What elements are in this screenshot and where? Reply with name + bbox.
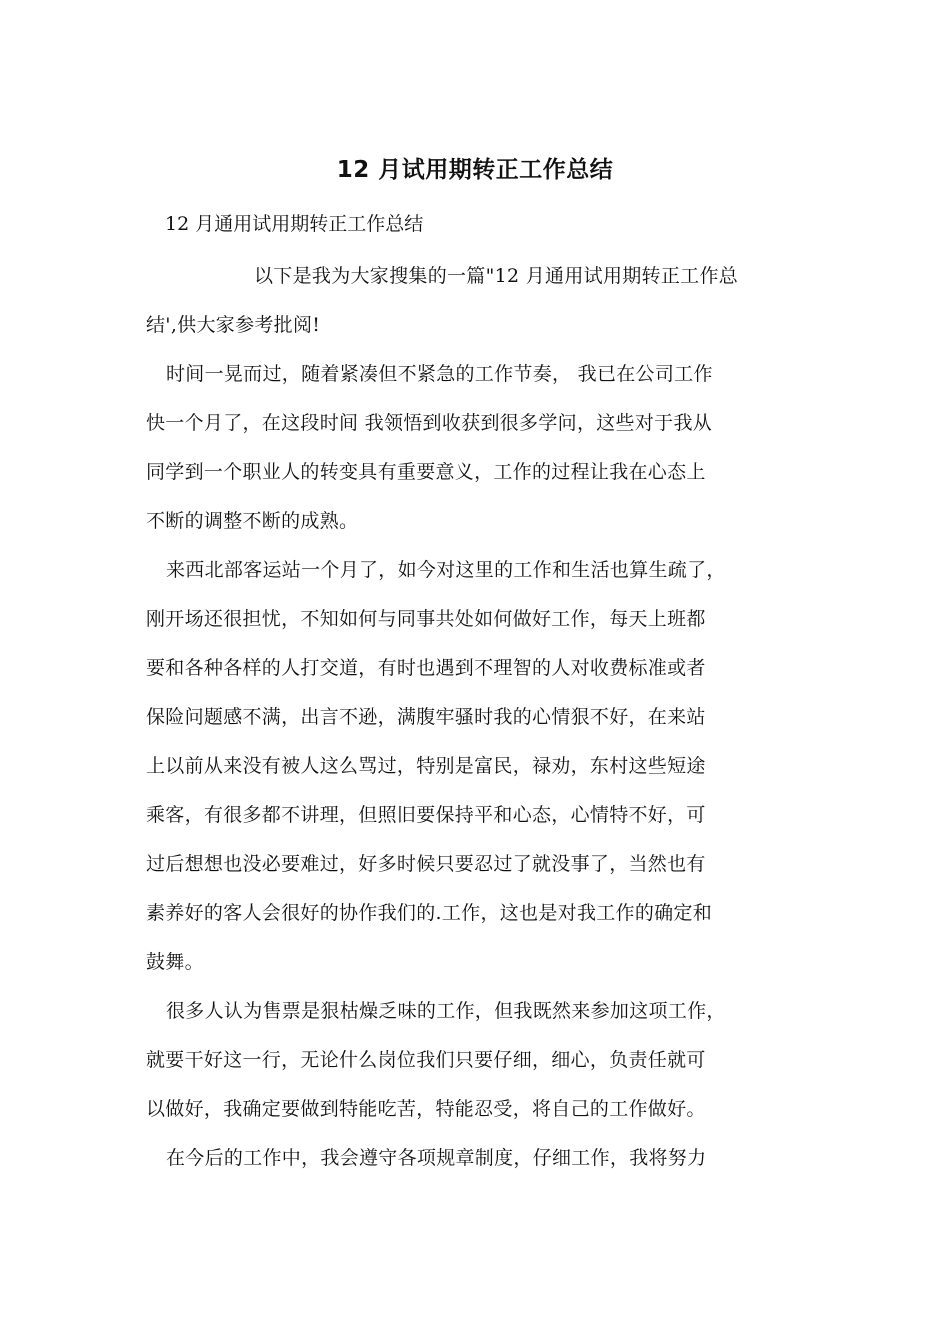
- text-line: 保险问题感不满，出言不逊，满腹牢骚时我的心情狠不好，在来站: [146, 706, 706, 728]
- text-line: 快一个月了，在这段时间 我领悟到收获到很多学问，这些对于我从: [146, 412, 713, 434]
- text-line: 鼓舞。: [146, 951, 204, 973]
- text-line: 以下是我为大家搜集的一篇"12 月通用试用期转正工作总: [254, 265, 739, 287]
- text-line: 时间一晃而过，随着紧凑但不紧急的工作节奏， 我已在公司工作: [166, 363, 713, 385]
- text-line: 要和各种各样的人打交道，有时也遇到不理智的人对收费标准或者: [146, 657, 706, 679]
- document-body: [146, 252, 806, 1183]
- text-line: 来西北部客运站一个月了，如今对这里的工作和生活也算生疏了，: [166, 559, 726, 581]
- text-line: 同学到一个职业人的转变具有重要意义，工作的过程让我在心态上: [146, 461, 706, 483]
- text-line: 在今后的工作中，我会遵守各项规章制度，仔细工作，我将努力: [166, 1147, 707, 1169]
- text-line: 以做好，我确定要做到特能吃苦，特能忍受，将自己的工作做好。: [146, 1098, 706, 1120]
- text-line: 很多人认为售票是狠枯燥乏味的工作，但我既然来参加这项工作，: [166, 1000, 726, 1022]
- paragraph-intro: [146, 252, 806, 350]
- document-title: 12 月试用期转正工作总结: [336, 157, 614, 183]
- text-line: 刚开场还很担忧，不知如何与同事共处如何做好工作，每天上班都: [146, 608, 706, 630]
- text-line: 结',供大家参考批阅!: [146, 314, 321, 336]
- text-line: 素养好的客人会很好的协作我们的.工作，这也是对我工作的确定和: [146, 902, 713, 924]
- paragraph-future: [146, 1134, 806, 1183]
- text-line: 乘客，有很多都不讲理，但照旧要保持平和心态，心情特不好，可: [146, 804, 706, 826]
- text-line: 上以前从来没有被人这么骂过，特别是富民，禄劝，东村这些短途: [146, 755, 706, 777]
- text-line: 就要干好这一行，无论什么岗位我们只要仔细，细心，负责任就可: [146, 1049, 706, 1071]
- paragraph-station: [146, 546, 806, 987]
- text-line: 不断的调整不断的成熟。: [146, 510, 359, 532]
- text-line: 过后想想也没必要难过，好多时候只要忍过了就没事了，当然也有: [146, 853, 706, 875]
- paragraph-ticketing: [146, 987, 806, 1134]
- document-subtitle: 12 月通用试用期转正工作总结: [165, 213, 424, 235]
- paragraph-time: [146, 350, 806, 546]
